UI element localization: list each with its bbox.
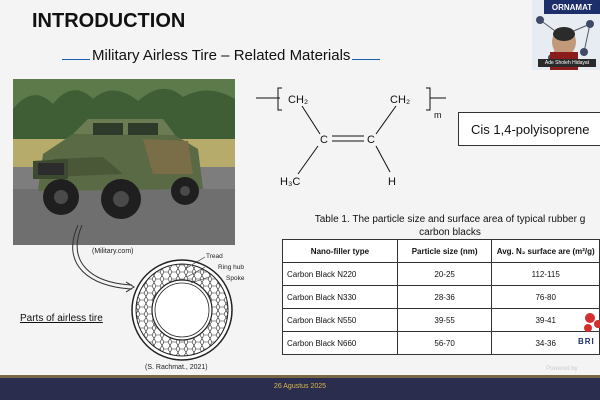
cell-type: Carbon Black N660 — [283, 332, 398, 355]
h-text: H — [388, 176, 396, 188]
ring-hub-label: Ring hub — [218, 264, 245, 271]
table-header-row — [283, 240, 600, 263]
header-surface-area: Avg. N₂ surface are (m²/g) — [492, 240, 600, 263]
ch2-right-text: CH₂ — [390, 94, 411, 106]
cell-size: 56-70 — [397, 332, 492, 355]
h3c-text: H₃C — [280, 176, 301, 188]
slide-subtitle: Military Airless Tire – Related Materials — [92, 47, 351, 64]
ch2-left-text: CH₂ — [288, 94, 309, 106]
cell-size: 28-36 — [397, 286, 492, 309]
cell-area: 34-36 — [492, 332, 600, 355]
header-particle-size: Particle size (nm) — [397, 240, 492, 263]
photo-caption: (Military.com) — [92, 248, 134, 255]
subtitle-underline-left — [62, 59, 90, 60]
header-nano-filler: Nano-filler type — [283, 240, 398, 263]
subtitle-underline-right — [352, 59, 380, 60]
footer-stripe — [0, 375, 600, 378]
slide-subtitle-row — [62, 38, 380, 64]
webcam-overlay — [532, 0, 600, 70]
cis-polyisoprene-label: Cis 1,4-polyisoprene — [471, 121, 590, 137]
brin-logo-text: BRI — [578, 337, 595, 346]
connector-arrow — [60, 225, 140, 295]
cell-type: Carbon Black N220 — [283, 263, 398, 286]
cell-area: 112-115 — [492, 263, 600, 286]
military-vehicle-photo — [13, 79, 235, 245]
carbon-black-table — [282, 239, 600, 355]
table-row — [283, 263, 600, 286]
cell-area: 39-41 — [492, 309, 600, 332]
bracket-m-text: m — [434, 110, 442, 120]
slide-footer — [0, 375, 600, 400]
slide-title: INTRODUCTION — [32, 10, 186, 32]
powered-by-text: Powered by — [546, 366, 578, 372]
cell-size: 20-25 — [397, 263, 492, 286]
footer-date: 26 Agustus 2025 — [273, 383, 327, 390]
parts-of-airless-tire-label: Parts of airless tire — [20, 313, 103, 324]
cell-type: Carbon Black N550 — [283, 309, 398, 332]
cell-size: 39-55 — [397, 309, 492, 332]
carbon-right-text: C — [367, 134, 375, 146]
table-row — [283, 286, 600, 309]
table-row — [283, 332, 600, 355]
spoke-label: Spoke — [226, 275, 245, 282]
brin-logo-icon — [578, 310, 600, 360]
tread-label: Tread — [206, 253, 223, 260]
carbon-left-text: C — [320, 134, 328, 146]
table-caption-line2: carbon blacks — [419, 227, 481, 238]
cis-polyisoprene-box — [458, 112, 600, 146]
participant-name: Ade Sholeh Hidayat — [538, 59, 596, 67]
table-caption-line1: Table 1. The particle size and surface area of typical rubber g — [314, 214, 586, 225]
table-row — [283, 309, 600, 332]
cell-type: Carbon Black N330 — [283, 286, 398, 309]
webcam-banner: ORNAMAT — [544, 0, 600, 14]
tire-caption: (S. Rachmat., 2021) — [145, 364, 208, 371]
table-caption — [280, 213, 600, 239]
cell-area: 76-80 — [492, 286, 600, 309]
polyisoprene-structure — [250, 78, 450, 198]
